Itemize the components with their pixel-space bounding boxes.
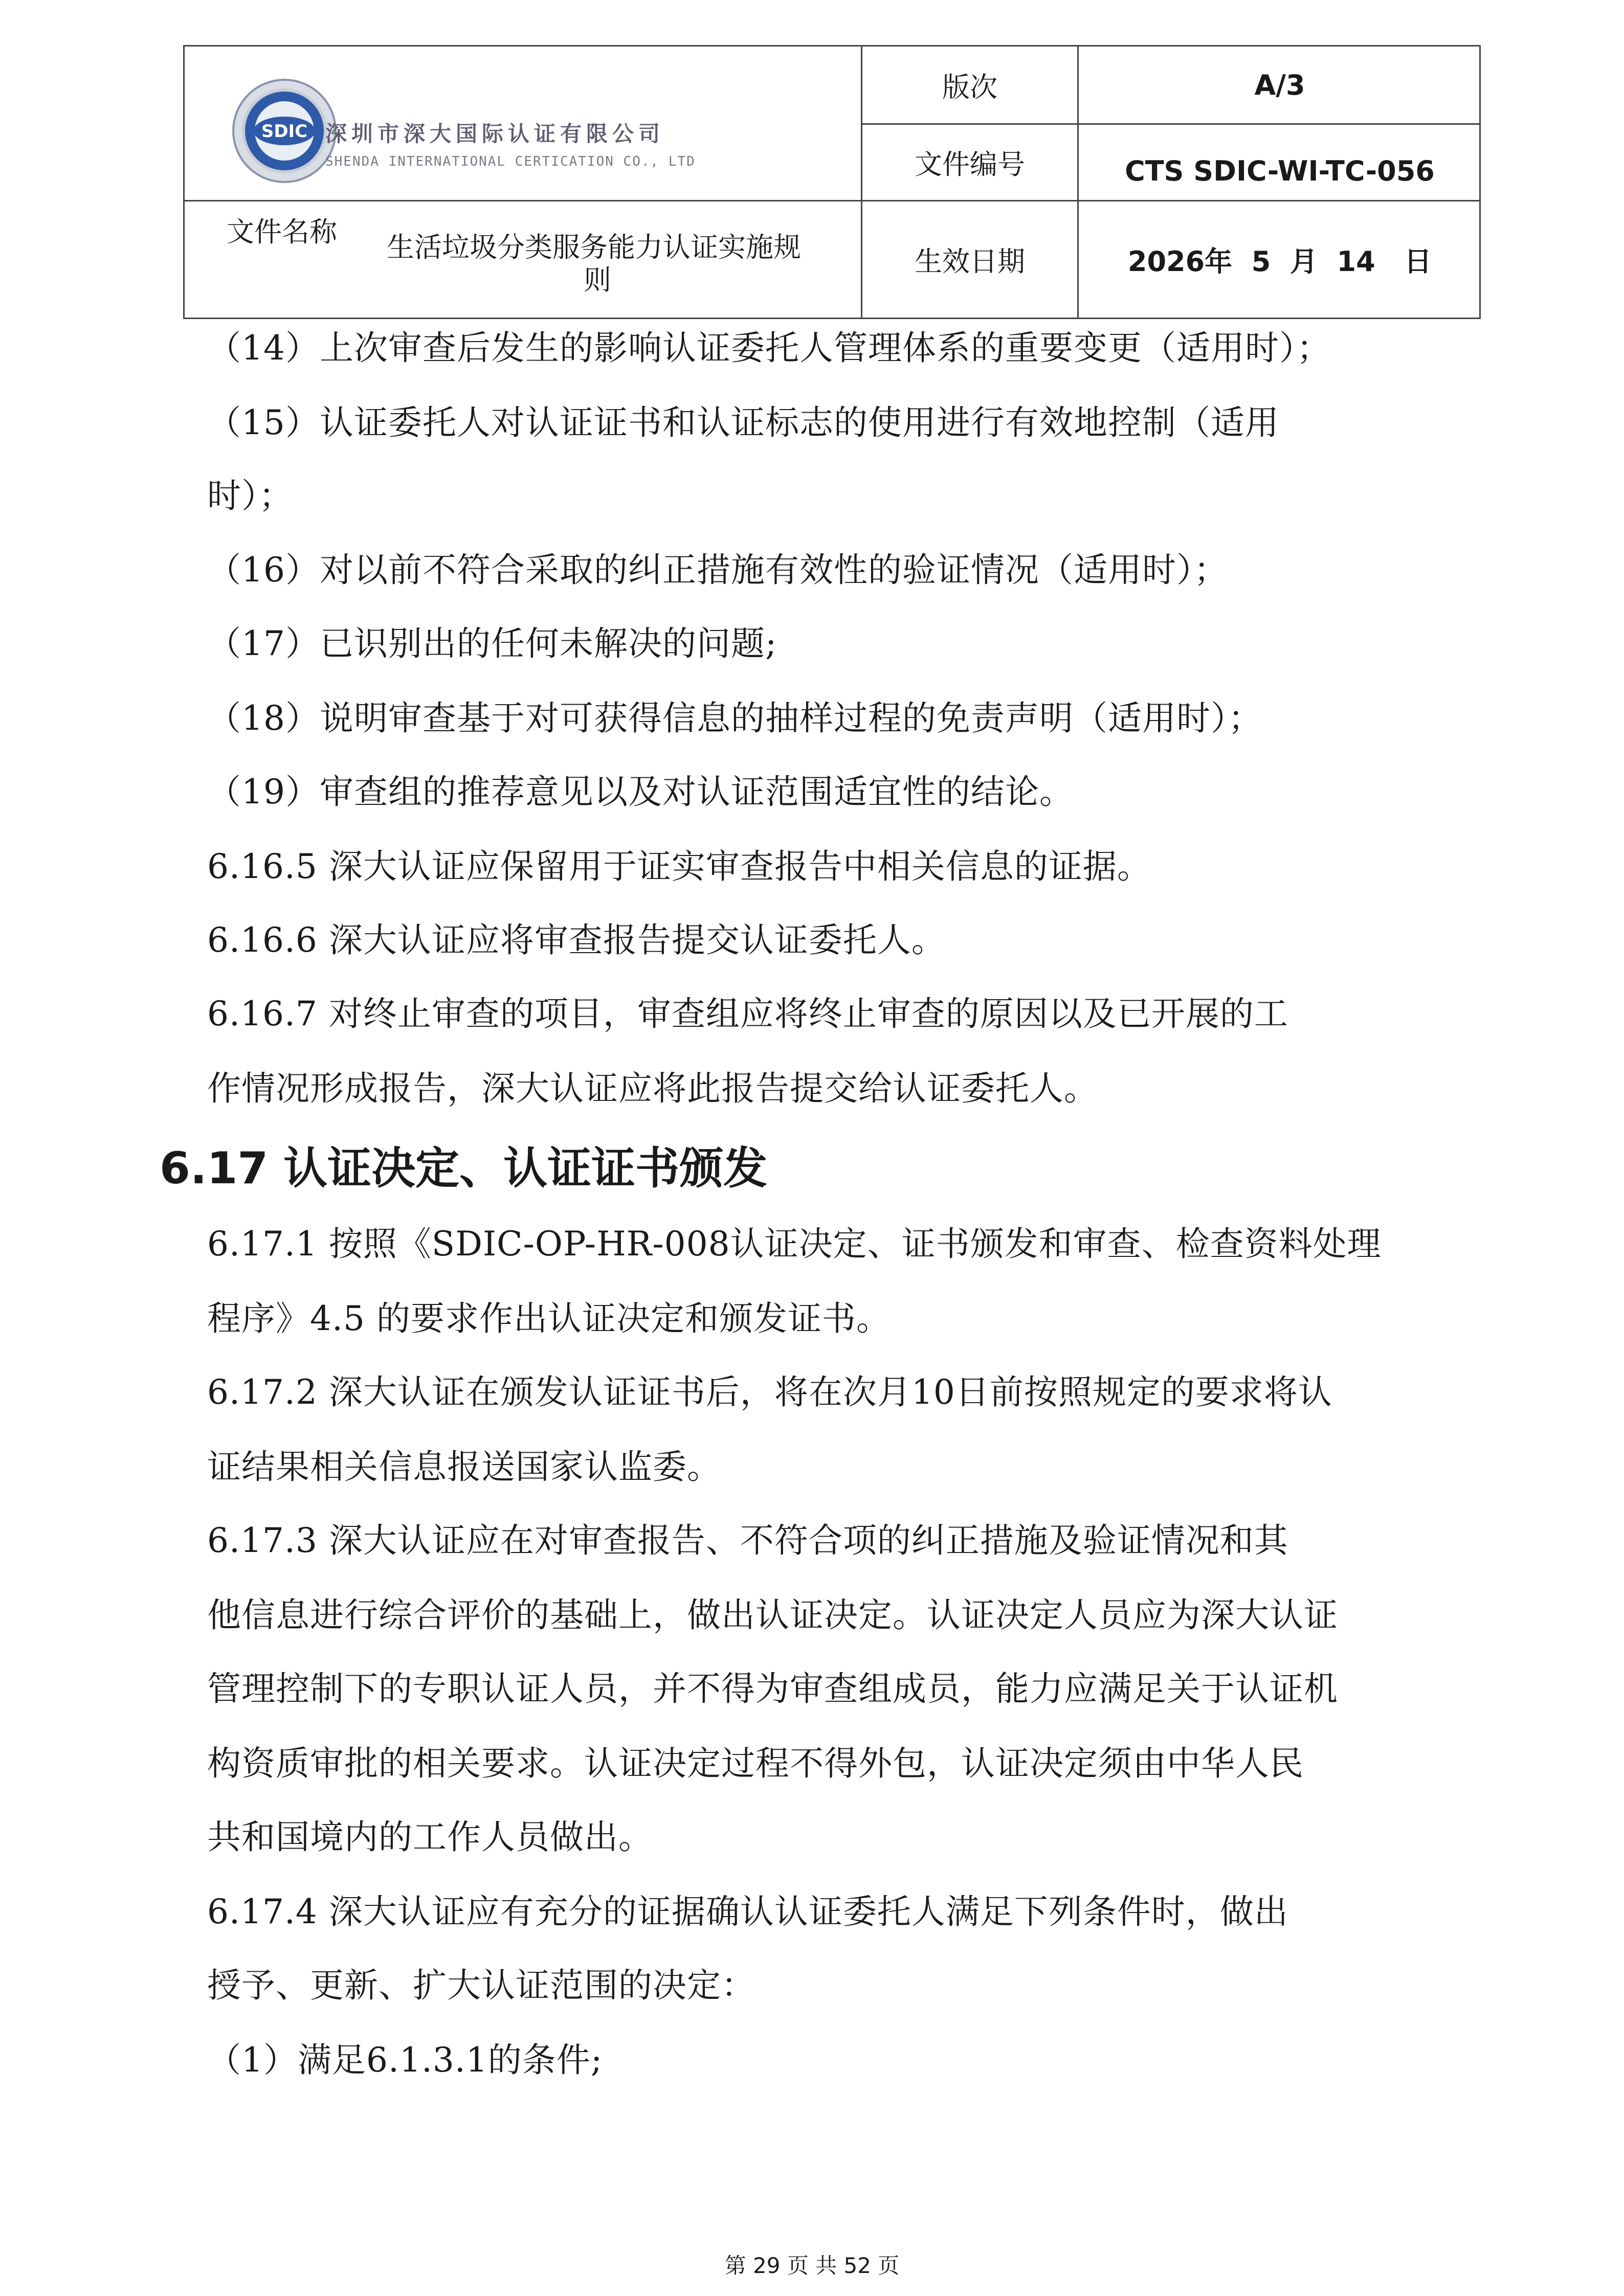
doc-name-line2: 则 bbox=[584, 264, 611, 296]
text-line: 构资质审批的相关要求。认证决定过程不得外包，认证决定须由中华人民 bbox=[207, 1744, 1304, 1783]
text-line: （15）认证委托人对认证证书和认证标志的使用进行有效地控制（适用 bbox=[207, 403, 1279, 442]
company-name-cn: 深圳市深大国际认证有限公司 bbox=[325, 121, 665, 146]
text-line: 6.17.4 深大认证应有充分的证据确认认证委托人满足下列条件时，做出 bbox=[207, 1892, 1288, 1931]
text-line: 管理控制下的专职认证人员，并不得为审查组成员，能力应满足关于认证机 bbox=[207, 1669, 1338, 1708]
text-line: 程序》4.5 的要求作出认证决定和颁发证书。 bbox=[207, 1299, 891, 1338]
text-line: 共和国境内的工作人员做出。 bbox=[207, 1817, 653, 1857]
company-logo bbox=[231, 77, 972, 200]
text-line: （1）满足6.1.3.1的条件; bbox=[207, 2040, 603, 2080]
text-line: 6.17.3 深大认证应在对审查报告、不符合项的纠正措施及验证情况和其 bbox=[207, 1521, 1288, 1560]
doc-number-value: CTS SDIC-WI-TC-056 bbox=[1125, 154, 1435, 187]
effective-date-label: 生效日期 bbox=[915, 245, 1025, 278]
version-label: 版次 bbox=[942, 71, 997, 103]
text-line: （19）审查组的推荐意见以及对认证范围适宜性的结论。 bbox=[207, 772, 1074, 812]
text-line: （17）已识别出的任何未解决的问题; bbox=[207, 624, 777, 663]
text-line: 6.17.1 按照《SDIC-OP-HR-008认证决定、证书颁发和审查、检查资料处理 bbox=[207, 1224, 1382, 1264]
text-line: （16）对以前不符合采取的纠正措施有效性的验证情况（适用时）； bbox=[207, 550, 1228, 590]
text-line: 授予、更新、扩大认证范围的决定： bbox=[207, 1966, 755, 2005]
text-line: 6.16.5 深大认证应保留用于证实审查报告中相关信息的证据。 bbox=[207, 847, 1151, 886]
doc-name-label: 文件名称 bbox=[227, 215, 337, 248]
document-header-table bbox=[183, 45, 1481, 319]
page-footer: 第 29 页 共 52 页 bbox=[724, 2253, 900, 2278]
doc-name-line1: 生活垃圾分类服务能力认证实施规 bbox=[387, 231, 801, 263]
text-line: 6.16.7 对终止审查的项目，审查组应将终止审查的原因以及已开展的工 bbox=[207, 994, 1288, 1033]
text-line: （14）上次审查后发生的影响认证委托人管理体系的重要变更（适用时）； bbox=[207, 328, 1331, 368]
text-line: 作情况形成报告，深大认证应将此报告提交给认证委托人。 bbox=[207, 1069, 1098, 1108]
text-line: 6.16.6 深大认证应将审查报告提交认证委托人。 bbox=[207, 920, 946, 960]
doc-number-label: 文件编号 bbox=[915, 148, 1025, 181]
section-heading: 6.17 认证决定、认证证书颁发 bbox=[160, 1143, 768, 1194]
effective-date-value: 2026年 5 月 14 日 bbox=[1127, 245, 1432, 278]
doc-name-value bbox=[379, 226, 861, 318]
text-line: （18）说明审查基于对可获得信息的抽样过程的免责声明（适用时）； bbox=[207, 699, 1262, 738]
text-line: 时）； bbox=[207, 476, 293, 515]
text-line: 6.17.2 深大认证在颁发认证证书后，将在次月10日前按照规定的要求将认 bbox=[207, 1372, 1332, 1412]
sdic-seal-icon bbox=[231, 77, 338, 185]
text-line: 他信息进行综合评价的基础上，做出认证决定。认证决定人员应为深大认证 bbox=[207, 1595, 1338, 1635]
company-name-en: SHENDA INTERNATIONAL CERTICATION CO., LTD bbox=[325, 154, 696, 169]
svg-text:SDIC: SDIC bbox=[261, 121, 308, 142]
text-line: 证结果相关信息报送国家认监委。 bbox=[207, 1447, 721, 1487]
version-value: A/3 bbox=[1254, 69, 1305, 101]
